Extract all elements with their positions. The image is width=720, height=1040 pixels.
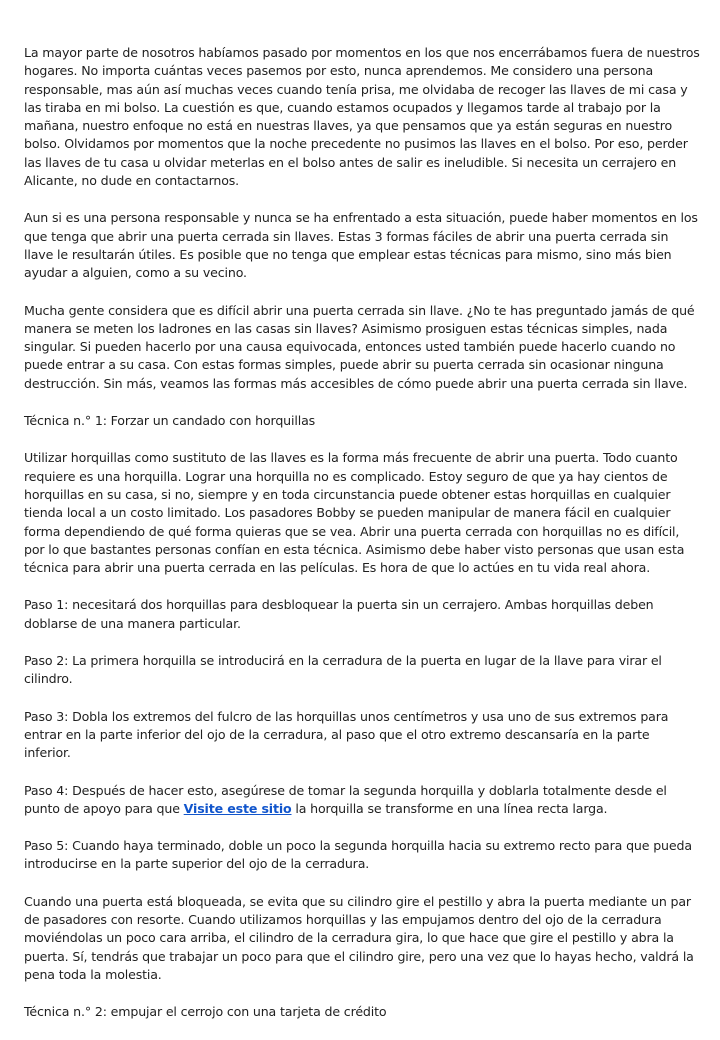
document-page xyxy=(24,44,700,1040)
step-4-text-before: Paso 4: Después de hacer esto, asegúrese de tomar la segunda horquilla y doblarla totalmente desde el punto de apoyo para que xyxy=(24,782,667,816)
paragraph-responsible: Aun si es una persona responsable y nunca se ha enfrentado a esta situación, puede haber momentos en los que tenga que abrir una puerta cerrada sin llaves. Estas 3 formas fáciles de abrir una puerta cerrada sin llave le resultarán útiles. Es posible que no tenga que emplear estas técnicas para mismo, sino más bien ayudar a alguien, como a su vecino. xyxy=(24,210,698,281)
paragraph-step-1: Paso 1: necesitará dos horquillas para desbloquear la puerta sin un cerrajero. Ambas horquillas deben doblarse de una manera particular. xyxy=(24,597,654,631)
heading-technique-1: Técnica n.° 1: Forzar un candado con horquillas xyxy=(24,413,316,429)
step-4-text-after: la horquilla se transforme en una línea recta larga. xyxy=(291,800,608,816)
paragraph-thieves: Mucha gente considera que es difícil abrir una puerta cerrada sin llave. ¿No te has preguntado jamás de qué manera se meten los ladrones en las casas sin llaves? Asimismo prosiguen estas técnicas simples, nada singular. Si pueden hacerlo por una causa equivocada, entonces usted también puede hacerlo cuando no puede entrar a su casa. Con estas formas simples, puede abrir su puerta cerrada sin ocasionar ninguna destrucción. Sin más, veamos las formas más accesibles de cómo puede abrir una puerta cerrada sin llave. xyxy=(24,302,695,391)
paragraph-step-2: Paso 2: La primera horquilla se introducirá en la cerradura de la puerta en lugar de la llave para virar el cilindro. xyxy=(24,653,662,687)
paragraph-step-4 xyxy=(24,782,700,819)
visit-site-link[interactable]: Visite este sitio xyxy=(183,800,292,816)
heading-technique-2: Técnica n.° 2: empujar el cerrojo con una tarjeta de crédito xyxy=(24,1004,387,1020)
paragraph-step-3: Paso 3: Dobla los extremos del fulcro de las horquillas unos centímetros y usa uno de sus extremos para entrar en la parte inferior del ojo de la cerradura, al paso que el otro extremo descansaría en la parte inferior. xyxy=(24,708,669,761)
paragraph-step-5: Paso 5: Cuando haya terminado, doble un poco la segunda horquilla hacia su extremo recto para que pueda introducirse en la parte superior del ojo de la cerradura. xyxy=(24,838,692,872)
paragraph-hairpins: Utilizar horquillas como sustituto de las llaves es la forma más frecuente de abrir una puerta. Todo cuanto requiere es una horquilla. Lograr una horquilla no es complicado. Estoy seguro de que ya hay cientos de horquillas en su casa, si no, siempre y en toda circunstancia puede obtener estas horquillas en cualquier tienda local a un costo limitado. Los pasadores Bobby se pueden manipular de manera fácil en cualquier forma dependiendo de qué forma quieras que se vea. Abrir una puerta cerrada con horquillas no es difícil, por lo que bastantes personas confían en esta técnica. Asimismo debe haber visto personas que usan esta técnica para abrir una puerta cerrada en las películas. Es hora de que lo actúes en tu vida real ahora. xyxy=(24,450,685,576)
paragraph-intro: La mayor parte de nosotros habíamos pasado por momentos en los que nos encerrábamos fuera de nuestros hogares. No importa cuántas veces pasemos por esto, nunca aprendemos. Me considero una persona responsable, mas aún así muchas veces cuando tenía prisa, me olvidaba de recoger las llaves de mi casa y las tiraba en mi bolso. La cuestión es que, cuando estamos ocupados y llegamos tarde al trabajo por la mañana, nuestro enfoque no está en nuestras llaves, ya que pensamos que ya están seguras en nuestro bolso. Olvidamos por momentos que la noche precedente no pusimos las llaves en el bolso. Por eso, perder las llaves de tu casa u olvidar meterlas en el bolso antes de salir es ineludible. Si necesita un cerrajero en Alicante, no dude en contactarnos. xyxy=(24,45,700,189)
paragraph-cylinder: Cuando una puerta está bloqueada, se evita que su cilindro gire el pestillo y abra la puerta mediante un par de pasadores con resorte. Cuando utilizamos horquillas y las empujamos dentro del ojo de la cerradura moviéndolas un poco cara arriba, el cilindro de la cerradura gira, lo que hace que gire el pestillo y abra la puerta. Sí, tendrás que trabajar un poco para que el cilindro gire, pero una vez que lo hayas hecho, valdrá la pena toda la molestia. xyxy=(24,893,694,982)
